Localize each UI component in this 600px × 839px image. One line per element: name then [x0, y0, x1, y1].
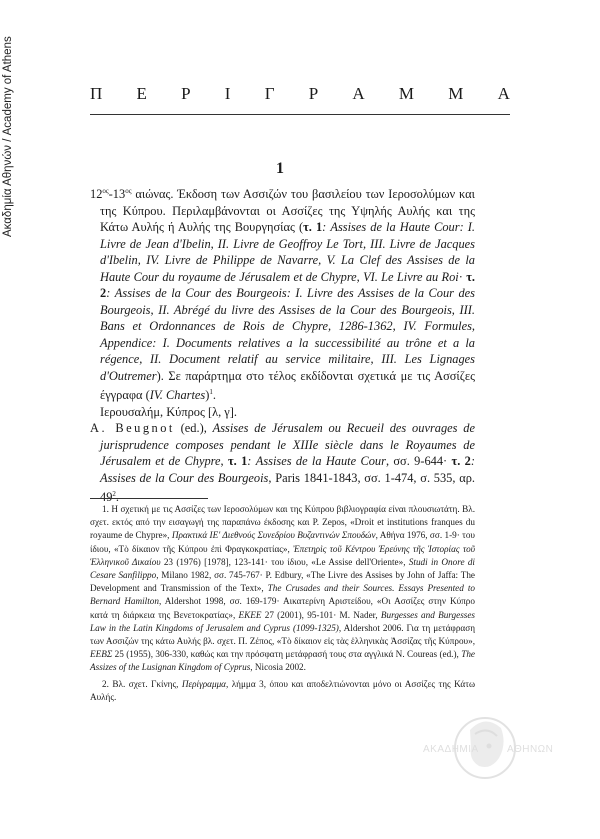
running-head-letter: Μ [398, 84, 415, 103]
running-head-letter: Α [497, 84, 510, 103]
academy-watermark-logo [423, 700, 554, 800]
running-head [90, 84, 510, 104]
footnote-ref[interactable]: 2 [112, 490, 116, 499]
running-head-letter: Ρ [308, 84, 319, 103]
footnote-2: 2. Βλ. σχετ. Γκίνης, Περίγραμμα, λήμμα 3, όπου και αποδελτιώνονται μόνο οι Ασσίζες της Κάτω Αυλής. [90, 678, 475, 702]
archive-side-label: Ακαδημία Αθηνών / Academy of Athens [2, 36, 14, 237]
entry-body [90, 183, 475, 506]
watermark-label-left: ΑΚΑΔΗΜΙΑ [423, 744, 479, 755]
running-head-letter: Γ [264, 84, 275, 103]
watermark-label-right: ΑΘΗΝΩΝ [507, 744, 554, 755]
entry-number: 1 [276, 160, 284, 177]
running-head-letter: Ρ [181, 84, 191, 103]
footnote-ref[interactable]: 1 [209, 388, 213, 397]
running-head-letter: Π [90, 84, 103, 103]
entry-description: $12^{o\varsigma}-13^{o\varsigma}$ αιώνας. Έκδοση των Ασσιζών του βασιλείου των Ιεροσολύμων και της Κύπρου. Περιλαμβάνονται οι Ασσίζες της Υψηλής Αυλής και της Κάτω Αυλής ή Αυλής της Βουργησίας (τ. 1: Assises de la Haute Cour: I. Livre de Jean d'Ibelin, II. Livre de Geoffroy Le Tort, III. Livre de Jacques d'Ibelin, IV. Livre de Philippe de Navarre, V. La Clef des Assises de la Haute Cour du royaume de Jérusalem et de Chypre, VI. Le Livre au Roi· τ. 2: Assises de la Cour des Bourgeois: I. Livre des Assises de la Cour des Bourgeois, II. Abrégé du livre des Assises de la Cour des Bourgeois, III. Bans et Ordonnances de Rois de Chypre, 1286-1362, IV. Formules, Appendice: I. Documents relatives a la successibilité au trône et a la régence, II. Document relatif au service militaire, III. Les Lignages d'Outremer). Σε παράρτημα στο τέλος εκδίδονται σχετικά με τις Ασσίζες έγγραφα (IV. Chartes)$^1$. Ιερουσαλήμ, Κύπρος [λ, γ]. [90, 187, 476, 419]
footnote-1: 1. Η σχετική με τις Ασσίζες των Ιεροσολύμων και της Κύπρου βιβλιογραφία είναι πλουσιωτάτη. Βλ. σχετ. εκτός από την εισαγωγή της παραπάνω έκδοσης και P. Zepos, «Droit et institutions franques du royaume de Chypre», Πρακτικά ΙΕ' Διεθνούς Συνεδρίου Βυζαντινών Σπουδών, Αθήνα 1976, σσ. 1-9· του ίδιου, «Τὸ δίκαιον τῆς Κύπρου ἐπὶ Φραγκοκρατίας», Ἐπετηρὶς τοῦ Κέντρου Ἐρεύνης τῆς Ἱστορίας τοῦ Ἑλληνικοῦ Δικαίου 23 (1976) [1978], 123-141· του ίδιου, «Le Assise dell'Oriente», Studi in Onore di Cesare Sanfilippo, Milano 1982, σσ. 745-767· P. Edbury, «The Livre des Assises by John of Jaffa: The Development and Transmission of the Text», The Crusades and their Sources. Essays Presented to Bernard Hamilton, Aldershot 1998, σσ. 169-179· Αικατερίνη Αριστείδου, «Οι Ασσίζες στην Κύπρο κατά τη διάρκεια της Βενετοκρατίας», ΕΚΕΕ 27 (2001), 95-101· M. Nader, Burgesses and Burgesses Law in the Latin Kingdoms of Jerusalem and Cyprus (1099-1325), Aldershot 2006. Για τη μετάφραση των Ασσιζών της κάτω Αυλής βλ. σχετ. Π. Ζέπος, «Τὸ δίκαιον εἰς τὰς ἑλληνικὰς Ἀσσίζας τῆς Κύπρου», ΕΕΒΣ 25 (1955), 306-330, καθώς και την πρόσφατη μετάφρασή τους στα αγγλικά N. Coureas (ed.), The Assizes of the Lusignan Kingdom of Cyprus, Nicosia 2002. [90, 504, 475, 673]
bibliography-title: Assises de Jérusalem ou Recueil des ouvrages de jurisprudence composes pendant le XIIIe siècle dans le Royaumes de Jérusalem et de Chypre [100, 421, 475, 469]
bibliography-author: A. Beugnot [90, 421, 175, 436]
bibliography-entry: A. Beugnot (ed.), Assises de Jérusalem ou Recueil des ouvrages de jurisprudence composes pendant le XIIIe siècle dans le Royaumes de Jérusalem et de Chypre, τ. 1: Assises de la Haute Cour, σσ. 9-644· τ. 2: Assises de la Cour des Bourgeois, Paris 1841-1843, σσ. 1-474, σ. 535, αρ. $49^2$. [90, 421, 476, 505]
running-head-letter: Ε [136, 84, 147, 103]
header-rule [90, 114, 510, 115]
running-head-letter: Μ [448, 84, 464, 103]
footnotes [90, 503, 475, 707]
footnote-rule [90, 498, 208, 499]
entry-place: Ιερουσαλήμ, Κύπρος [λ, γ]. [100, 404, 237, 419]
running-head-letter: Ι [224, 84, 231, 103]
running-head-letter: Α [352, 84, 365, 103]
